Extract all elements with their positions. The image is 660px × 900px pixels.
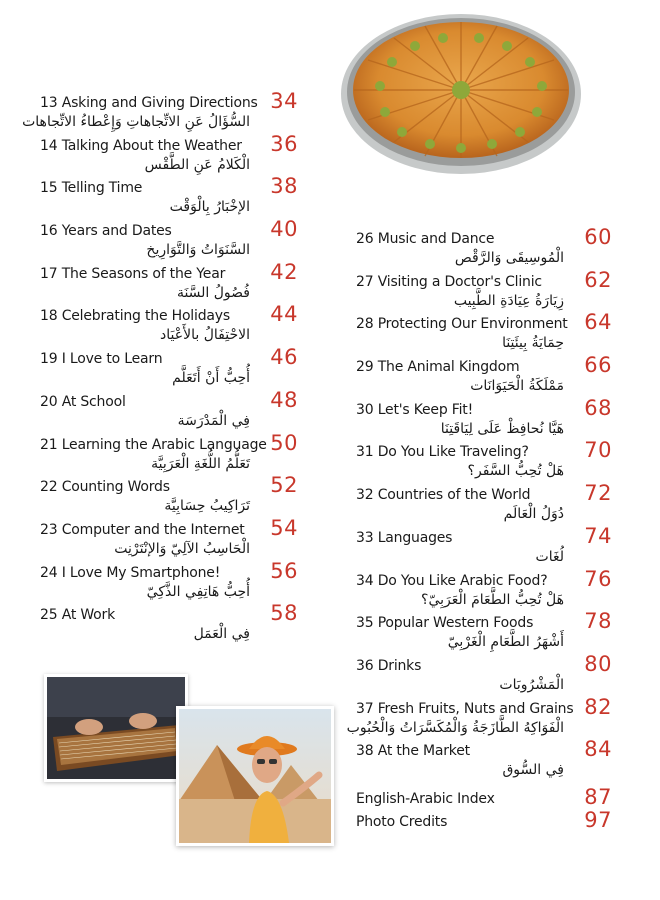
toc-entry-title — [40, 437, 267, 454]
toc-entry-title — [356, 231, 494, 248]
toc-page-number: 38 — [270, 174, 298, 199]
toc-arabic-title: زِيَارَةُ عِيَادَةِ الطَّبِيب — [453, 292, 564, 309]
toc-chapter-title: At Work — [61, 607, 116, 624]
toc-entry[interactable] — [356, 354, 612, 397]
toc-entry[interactable] — [356, 397, 612, 440]
toc-chapter-title: At the Market — [377, 743, 470, 760]
toc-arabic-title: الْكَلامُ عَنِ الطَّقْس — [144, 156, 250, 173]
toc-entry-title — [40, 351, 162, 368]
toc-arabic-title: تَعَلُّمُ اللُّغَةِ الْعَرَبِيَّة — [151, 455, 250, 472]
toc-entry-title — [40, 522, 245, 539]
toc-chapter-title: Learning the Arabic Language — [61, 436, 267, 453]
toc-entry-title — [40, 180, 142, 197]
toc-entry-title — [40, 308, 230, 325]
toc-entry-title — [40, 266, 225, 283]
toc-entry[interactable] — [40, 389, 298, 432]
qanun-player-image — [44, 674, 188, 782]
toc-entry[interactable] — [40, 133, 298, 176]
toc-chapter-title: Visiting a Doctor's Clinic — [377, 273, 542, 290]
toc-page-number: 84 — [584, 737, 612, 762]
toc-chapter-number: 20 — [40, 393, 58, 410]
toc-arabic-title: لُغَات — [535, 548, 564, 565]
toc-chapter-number: 29 — [356, 359, 374, 376]
toc-entry[interactable] — [40, 474, 298, 517]
toc-entry[interactable] — [356, 226, 612, 269]
toc-chapter-title: Popular Western Foods — [377, 615, 534, 632]
toc-chapter-title: Let's Keep Fit! — [377, 401, 474, 418]
index-entry-title: English-Arabic Index — [356, 790, 495, 807]
toc-page-number: 74 — [584, 523, 612, 548]
toc-arabic-title: أُحِبُّ هَاتِفِي الذَّكِيّ — [146, 583, 250, 600]
toc-arabic-title: الْفَوَاكِهُ الطَّازَجَةُ وَالْمُكَسَّرَاتُ وَالْحُبُوب — [346, 719, 564, 736]
toc-right-column — [346, 225, 612, 833]
toc-entry[interactable] — [346, 694, 612, 739]
toc-page-number: 44 — [270, 302, 298, 327]
toc-arabic-title: فُصُولُ السَّنَة — [176, 284, 250, 301]
toc-page-number: 50 — [270, 430, 298, 455]
toc-left-column — [22, 89, 298, 645]
toc-arabic-title: فِي الْعَمَل — [193, 626, 250, 643]
toc-entry-title — [40, 607, 115, 624]
toc-page-number: 68 — [584, 395, 612, 420]
index-page-number: 97 — [584, 807, 612, 832]
toc-entry[interactable] — [40, 346, 298, 389]
toc-chapter-title: Asking and Giving Directions — [61, 95, 258, 111]
toc-arabic-title: هَلْ تُحِبُّ السَّفَر؟ — [467, 463, 564, 480]
toc-chapter-number: 17 — [40, 265, 58, 282]
toc-page-number: 66 — [584, 353, 612, 378]
toc-entry-title — [356, 359, 519, 376]
toc-entry-title — [40, 394, 126, 411]
toc-entry[interactable] — [356, 311, 612, 354]
toc-entry-title — [40, 138, 242, 155]
toc-chapter-title: The Animal Kingdom — [377, 359, 520, 376]
toc-page-number: 34 — [270, 89, 298, 113]
toc-chapter-title: Celebrating the Holidays — [61, 308, 230, 325]
index-entry[interactable] — [356, 807, 612, 833]
toc-entry-title — [40, 565, 220, 582]
toc-entry[interactable] — [22, 89, 298, 133]
toc-chapter-title: Telling Time — [61, 180, 143, 197]
toc-arabic-title: فِي الْمَدْرَسَة — [177, 412, 250, 429]
toc-arabic-title: فِي السُّوق — [502, 762, 564, 779]
toc-chapter-title: Drinks — [377, 657, 422, 674]
toc-chapter-number: 38 — [356, 743, 374, 760]
toc-entry-title — [356, 658, 421, 675]
toc-arabic-title: الْمَشْرُوبَات — [499, 676, 564, 693]
toc-arabic-title: الْحَاسِبُ الآلِيّ وَالإنْتَرْنِت — [114, 540, 250, 557]
toc-entry-title — [40, 95, 258, 112]
toc-chapter-title: At School — [61, 393, 126, 410]
toc-chapter-number: 22 — [40, 479, 58, 496]
toc-arabic-title: الإخْبَارُ بِالْوَقْت — [169, 199, 250, 216]
toc-page-number: 60 — [584, 225, 612, 249]
toc-arabic-title: السُّؤَالُ عَنِ الاتِّجاهاتِ وَإِعْطاءُ الاتِّجاهات — [22, 114, 250, 130]
index-entry-title: Photo Credits — [356, 813, 448, 830]
toc-chapter-title: The Seasons of the Year — [61, 265, 226, 282]
toc-entry[interactable] — [356, 439, 612, 482]
toc-chapter-number: 36 — [356, 657, 374, 674]
toc-arabic-title: هَلْ تُحِبُّ الطَّعَامَ الْعَرَبِيّ؟ — [421, 591, 564, 608]
toc-chapter-number: 27 — [356, 273, 374, 290]
toc-chapter-number: 14 — [40, 137, 58, 154]
toc-page-number: 40 — [270, 217, 298, 242]
toc-entry[interactable] — [356, 269, 612, 312]
toc-page-number: 56 — [270, 558, 298, 583]
toc-entry[interactable] — [40, 432, 298, 475]
toc-entry-title — [356, 530, 452, 547]
toc-chapter-title: I Love My Smartphone! — [61, 564, 221, 581]
toc-chapter-title: Countries of the World — [377, 487, 531, 504]
toc-page-number: 54 — [270, 515, 298, 540]
toc-chapter-number: 21 — [40, 436, 58, 453]
toc-arabic-title: هَيَّا نُحافِظْ عَلَى لِيَاقَتِنَا — [440, 420, 564, 437]
toc-entry-title — [356, 573, 547, 590]
toc-chapter-number: 35 — [356, 615, 374, 632]
toc-arabic-title: أَشْهَرُ الطَّعَامِ الْغَرْبِيّ — [447, 634, 564, 651]
toc-entry[interactable] — [40, 517, 298, 560]
knafeh-pastry-image — [332, 8, 590, 174]
toc-chapter-number: 13 — [40, 95, 58, 111]
toc-chapter-title: Years and Dates — [61, 223, 172, 240]
index-entry[interactable] — [356, 784, 612, 810]
toc-entry[interactable] — [40, 560, 298, 603]
toc-chapter-number: 34 — [356, 572, 374, 589]
toc-chapter-number: 16 — [40, 223, 58, 240]
toc-chapter-title: Music and Dance — [377, 231, 495, 247]
toc-chapter-title: Computer and the Internet — [61, 521, 245, 538]
toc-page-number: 80 — [584, 651, 612, 676]
toc-arabic-title: أُحِبُّ أَنْ أَتَعَلَّم — [172, 370, 250, 387]
toc-page-number: 78 — [584, 609, 612, 634]
toc-chapter-number: 18 — [40, 308, 58, 325]
toc-page-number: 36 — [270, 131, 298, 156]
toc-arabic-title: تَرَاكِيبُ حِسَابِيَّة — [164, 498, 250, 515]
toc-chapter-number: 33 — [356, 529, 374, 546]
toc-page-number: 48 — [270, 387, 298, 412]
toc-arabic-title: مَمْلَكَةُ الْحَيَوَانَات — [470, 378, 564, 395]
toc-chapter-number: 24 — [40, 564, 58, 581]
toc-entry-title — [356, 487, 530, 504]
toc-chapter-title: Fresh Fruits, Nuts and Grains — [377, 700, 574, 717]
toc-entry[interactable] — [356, 653, 612, 696]
toc-arabic-title: السَّنَوَاتُ وَالتَّوَارِيخ — [146, 242, 250, 259]
toc-page-number: 82 — [584, 694, 612, 719]
toc-page-number: 62 — [584, 267, 612, 292]
toc-entry[interactable] — [356, 568, 612, 611]
toc-entry-title — [356, 444, 529, 461]
toc-entry-title — [40, 223, 172, 240]
toc-entry[interactable] — [356, 610, 612, 653]
index-page-number: 87 — [584, 784, 612, 809]
toc-entry-title — [356, 743, 470, 760]
toc-chapter-number: 25 — [40, 607, 58, 624]
toc-chapter-number: 37 — [356, 700, 374, 717]
toc-entry-title — [356, 316, 568, 333]
toc-chapter-number: 28 — [356, 316, 374, 333]
toc-page-number: 52 — [270, 473, 298, 498]
toc-page-number: 70 — [584, 438, 612, 463]
toc-page-number: 72 — [584, 481, 612, 506]
toc-chapter-title: Do You Like Arabic Food? — [377, 572, 548, 589]
toc-page-number: 58 — [270, 601, 298, 626]
toc-chapter-title: Do You Like Traveling? — [377, 444, 529, 461]
toc-arabic-title: دُوَلُ الْعَالَم — [503, 506, 564, 523]
toc-chapter-title: I Love to Learn — [61, 351, 163, 368]
toc-page-number: 46 — [270, 345, 298, 370]
toc-chapter-title: Languages — [377, 529, 453, 546]
toc-page-number: 76 — [584, 566, 612, 591]
toc-entry[interactable] — [40, 602, 298, 645]
tourist-at-pyramids-image — [176, 706, 334, 846]
toc-page-number: 42 — [270, 259, 298, 284]
toc-arabic-title: الاحْتِفَالُ بالأَعْيَاد — [160, 327, 250, 344]
toc-chapter-number: 31 — [356, 444, 374, 461]
toc-entry[interactable] — [40, 175, 298, 218]
toc-chapter-title: Protecting Our Environment — [377, 316, 568, 333]
toc-entry-title — [356, 701, 573, 718]
toc-chapter-number: 26 — [356, 231, 374, 247]
toc-chapter-number: 19 — [40, 351, 58, 368]
toc-entry-title — [356, 615, 533, 632]
toc-page-number: 64 — [584, 310, 612, 335]
toc-entry-title — [356, 274, 542, 291]
toc-entry[interactable] — [356, 482, 612, 525]
toc-entry[interactable] — [40, 218, 298, 261]
toc-entry[interactable] — [356, 525, 612, 568]
toc-arabic-title: حِمَايَةُ بِيئَتِنَا — [502, 335, 564, 352]
toc-chapter-number: 30 — [356, 401, 374, 418]
toc-chapter-number: 23 — [40, 521, 58, 538]
toc-entry[interactable] — [40, 303, 298, 346]
toc-entry-title — [40, 479, 170, 496]
toc-entry[interactable] — [356, 738, 612, 781]
toc-entry-title — [356, 402, 473, 419]
toc-chapter-title: Counting Words — [61, 479, 170, 496]
toc-arabic-title: الْمُوسِيقَى وَالرَّقْص — [454, 250, 564, 266]
toc-chapter-title: Talking About the Weather — [61, 137, 242, 154]
toc-chapter-number: 32 — [356, 487, 374, 504]
toc-entry[interactable] — [40, 261, 298, 304]
toc-chapter-number: 15 — [40, 180, 58, 197]
